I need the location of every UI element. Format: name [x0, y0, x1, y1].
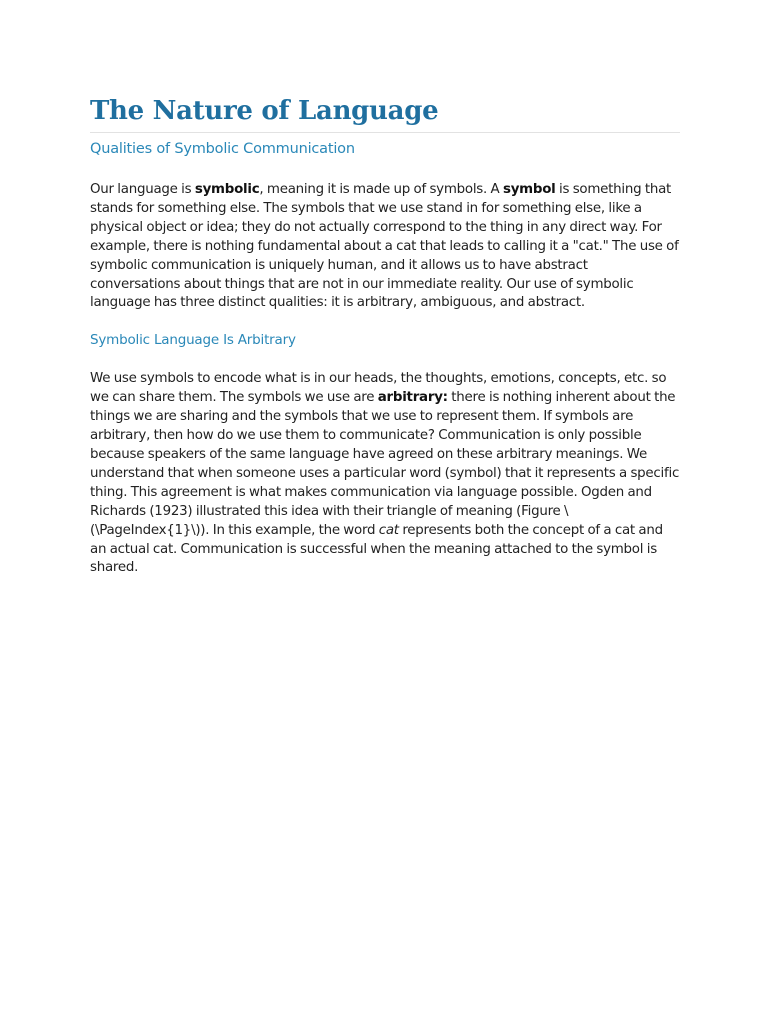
paragraph-text: represents both the concept of a cat and an actual cat. Communication is successful when the meaning attached to the symbol is shared.	[90, 522, 663, 576]
bold-term-symbol: symbol	[502, 182, 556, 197]
paragraph-symbolic	[90, 181, 680, 313]
document-page	[90, 94, 680, 578]
paragraph-text: there is nothing inherent about the things we are sharing and the symbols that we use to represent them. If symbols are arbitrary, then how do we use them to communicate? Communication is only possible because speakers of the same language have agreed on these arbitrary meanings. We understand that when someone uses a particular word (symbol) that it represents a specific thing. This agreement is what makes communication via language possible. Ogden and Richards (1923) illustrated this idea with their triangle of meaning (Figure \(\PageIndex{1}\)). In this example, the word	[90, 390, 680, 538]
page-subtitle: Qualities of Symbolic Communication	[90, 141, 355, 157]
paragraph-text: is something that stands for something else. The symbols that we use stand in for something else, like a physical object or idea; they do not actually correspond to the thing in any direct way. For example, there is nothing fundamental about a cat that leads to calling it a "cat." The use of symbolic communication is uniquely human, and it allows us to have abstract conversations about things that are not in our immediate reality. Our use of symbolic language has three distinct qualities: it is arbitrary, ambiguous, and abstract.	[90, 182, 679, 311]
bold-term-symbolic: symbolic	[194, 182, 260, 197]
bold-term-arbitrary: arbitrary:	[377, 390, 448, 406]
paragraph-arbitrary	[90, 370, 680, 578]
page-title: The Nature of Language	[90, 94, 680, 133]
paragraph-text: Our language is	[90, 182, 195, 197]
section-heading-arbitrary: Symbolic Language Is Arbitrary	[90, 332, 296, 349]
paragraph-text: , meaning it is made up of symbols. A	[259, 182, 503, 197]
italic-term-cat: cat	[378, 522, 399, 538]
paragraph-text: We use symbols to encode what is in our heads, the thoughts, emotions, concepts, etc. so we can share them. The symbols we use are	[90, 371, 667, 406]
